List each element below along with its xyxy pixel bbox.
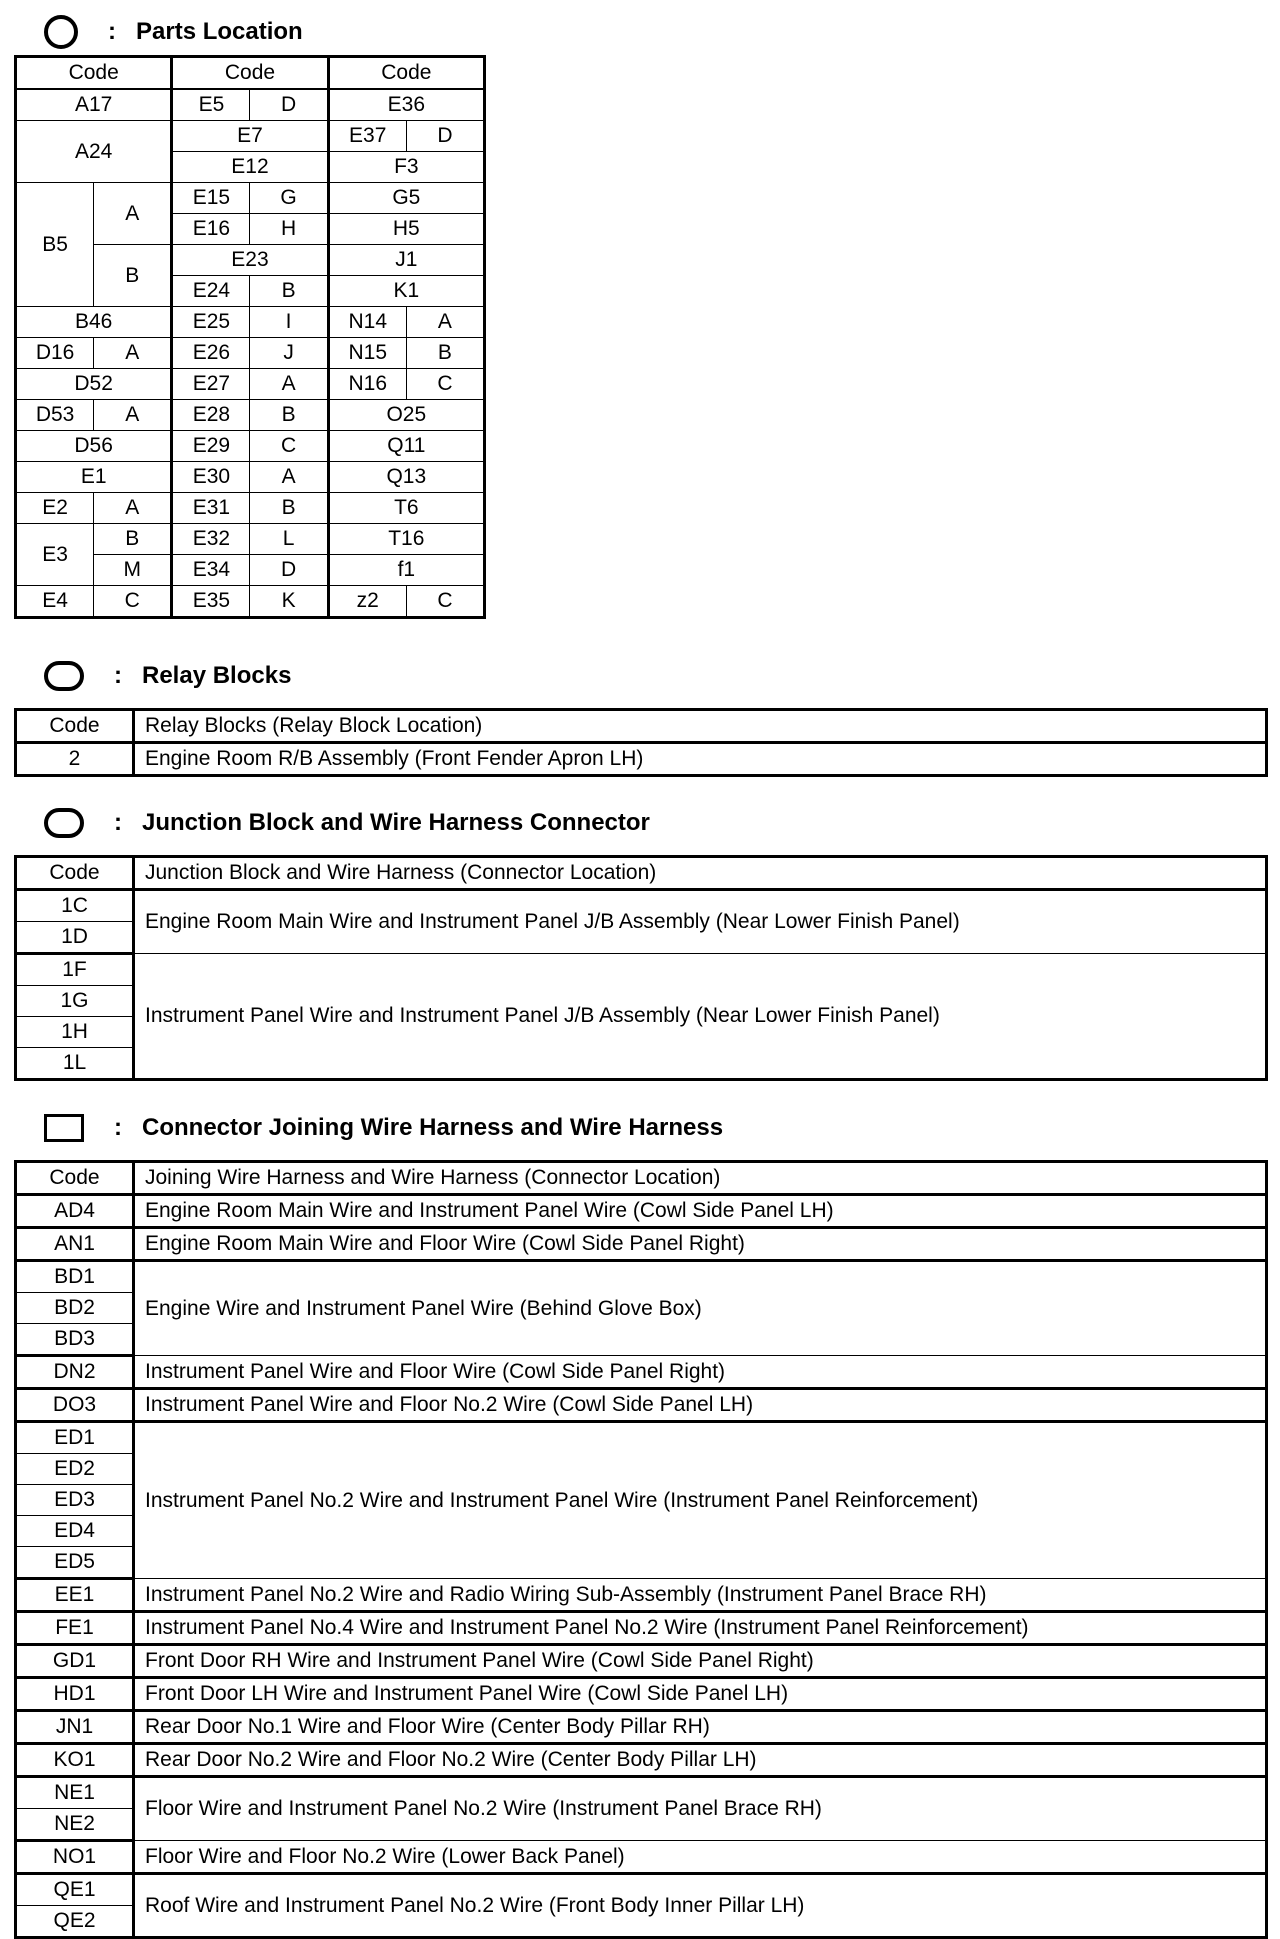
connector-description: Instrument Panel No.2 Wire and Radio Wiring Sub-Assembly (Instrument Panel Brace RH) [134, 1579, 1267, 1612]
table-row [16, 1356, 1267, 1389]
table-row [16, 1579, 1267, 1612]
part-code: E4 [16, 586, 94, 618]
part-code: K1 [328, 276, 484, 307]
table-row [16, 743, 1267, 776]
part-grid: L [250, 524, 328, 555]
code-header: Code [16, 1162, 134, 1195]
part-grid: B [94, 524, 172, 555]
part-code: A17 [16, 89, 172, 121]
connector-code: QE1 [16, 1874, 134, 1906]
circle-symbol-icon [44, 15, 78, 49]
table-row [16, 586, 485, 618]
connector-description: Front Door RH Wire and Instrument Panel Wire (Cowl Side Panel Right) [134, 1645, 1267, 1678]
connector-description: Engine Room Main Wire and Floor Wire (Cowl Side Panel Right) [134, 1228, 1267, 1261]
relay-blocks-table [14, 708, 1268, 777]
table-header-row [16, 857, 1267, 890]
part-code: E1 [16, 462, 172, 493]
part-grid: A [250, 369, 328, 400]
junction-code: 1F [16, 954, 134, 986]
column-header: Code [16, 57, 172, 90]
part-grid: B [250, 400, 328, 431]
section-title: Connector Joining Wire Harness and Wire Harness [142, 1114, 724, 1141]
table-header-row [16, 710, 1267, 743]
part-grid: A [94, 183, 172, 245]
table-row [16, 121, 485, 152]
connector-code: DN2 [16, 1356, 134, 1389]
parts-location-table [14, 55, 486, 619]
part-grid: A [406, 307, 484, 338]
part-code: E26 [172, 338, 250, 369]
connector-code: AN1 [16, 1228, 134, 1261]
part-grid: B [406, 338, 484, 369]
part-code: E35 [172, 586, 250, 618]
part-code: F3 [328, 152, 484, 183]
table-row [16, 1612, 1267, 1645]
table-header-row [16, 1162, 1267, 1195]
table-row [16, 1744, 1267, 1777]
part-code: J1 [328, 245, 484, 276]
table-row [16, 1711, 1267, 1744]
connector-description: Floor Wire and Floor No.2 Wire (Lower Back Panel) [134, 1841, 1267, 1874]
part-code: E34 [172, 555, 250, 586]
part-grid: A [94, 493, 172, 524]
part-code: E36 [328, 89, 484, 121]
part-grid: A [94, 338, 172, 369]
connector-code: BD1 [16, 1261, 134, 1293]
part-code: B5 [16, 183, 94, 307]
part-code: O25 [328, 400, 484, 431]
part-code: N14 [328, 307, 406, 338]
heading-colon: : [114, 809, 122, 836]
part-grid: C [406, 586, 484, 618]
connector-description: Roof Wire and Instrument Panel No.2 Wire (Front Body Inner Pillar LH) [134, 1874, 1267, 1938]
part-code: E5 [172, 89, 250, 121]
connector-code: BD2 [16, 1293, 134, 1324]
connector-code: KO1 [16, 1744, 134, 1777]
table-row [16, 338, 485, 369]
junction-block-table [14, 855, 1268, 1081]
part-grid: B [94, 245, 172, 307]
section-title: Relay Blocks [142, 662, 292, 689]
part-code: N15 [328, 338, 406, 369]
part-code: N16 [328, 369, 406, 400]
junction-block-heading [44, 803, 650, 843]
connector-code: ED1 [16, 1422, 134, 1454]
connector-description: Front Door LH Wire and Instrument Panel Wire (Cowl Side Panel LH) [134, 1678, 1267, 1711]
part-code: f1 [328, 555, 484, 586]
part-grid: B [250, 493, 328, 524]
table-row [16, 1678, 1267, 1711]
part-grid: G [250, 183, 328, 214]
part-grid: D [406, 121, 484, 152]
junction-code: 1L [16, 1048, 134, 1080]
part-code: D56 [16, 431, 172, 462]
connector-code: NE2 [16, 1809, 134, 1841]
table-row [16, 890, 1267, 922]
description-header: Relay Blocks (Relay Block Location) [134, 710, 1267, 743]
connector-description: Rear Door No.1 Wire and Floor Wire (Center Body Pillar RH) [134, 1711, 1267, 1744]
part-code: E32 [172, 524, 250, 555]
part-code: D52 [16, 369, 172, 400]
rectangle-symbol-icon [44, 1114, 84, 1142]
connector-code: DO3 [16, 1389, 134, 1422]
table-row [16, 1228, 1267, 1261]
part-grid: M [94, 555, 172, 586]
part-grid: D [250, 89, 328, 121]
junction-code: 1G [16, 986, 134, 1017]
section-title: Junction Block and Wire Harness Connector [142, 809, 650, 836]
connector-code: ED3 [16, 1485, 134, 1516]
table-row [16, 369, 485, 400]
part-grid: D [250, 555, 328, 586]
part-code: T16 [328, 524, 484, 555]
table-row [16, 431, 485, 462]
part-grid: B [250, 276, 328, 307]
part-code: E31 [172, 493, 250, 524]
table-row [16, 1645, 1267, 1678]
junction-code: 1D [16, 922, 134, 954]
parts-location-heading [44, 12, 303, 52]
part-grid: H [250, 214, 328, 245]
part-code: E28 [172, 400, 250, 431]
connector-description: Instrument Panel No.2 Wire and Instrument Panel Wire (Instrument Panel Reinforcement) [134, 1422, 1267, 1579]
part-code: A24 [16, 121, 172, 183]
table-row [16, 1874, 1267, 1906]
connector-code: JN1 [16, 1711, 134, 1744]
heading-colon: : [108, 18, 116, 45]
heading-colon: : [114, 662, 122, 689]
connector-description: Instrument Panel Wire and Floor No.2 Wire (Cowl Side Panel LH) [134, 1389, 1267, 1422]
oval-symbol-icon [44, 808, 84, 838]
connector-description: Floor Wire and Instrument Panel No.2 Wire (Instrument Panel Brace RH) [134, 1777, 1267, 1841]
table-row [16, 1261, 1267, 1293]
connector-code: ED2 [16, 1454, 134, 1485]
part-code: D16 [16, 338, 94, 369]
junction-description: Instrument Panel Wire and Instrument Panel J/B Assembly (Near Lower Finish Panel) [134, 954, 1267, 1080]
part-grid: C [250, 431, 328, 462]
connector-joining-heading [44, 1108, 723, 1148]
connector-joining-table [14, 1160, 1268, 1939]
part-code: E37 [328, 121, 406, 152]
connector-description: Instrument Panel No.4 Wire and Instrument Panel No.2 Wire (Instrument Panel Reinforcement) [134, 1612, 1267, 1645]
connector-description: Engine Room Main Wire and Instrument Panel Wire (Cowl Side Panel LH) [134, 1195, 1267, 1228]
table-row [16, 954, 1267, 986]
relay-description: Engine Room R/B Assembly (Front Fender Apron LH) [134, 743, 1267, 776]
code-header: Code [16, 857, 134, 890]
part-code: D53 [16, 400, 94, 431]
table-row [16, 493, 485, 524]
part-code: E23 [172, 245, 328, 276]
part-code: E2 [16, 493, 94, 524]
connector-code: ED4 [16, 1516, 134, 1547]
connector-code: FE1 [16, 1612, 134, 1645]
code-header: Code [16, 710, 134, 743]
part-code: E27 [172, 369, 250, 400]
table-row [16, 524, 485, 555]
part-code: E24 [172, 276, 250, 307]
part-grid: A [94, 400, 172, 431]
part-code: z2 [328, 586, 406, 618]
connector-code: AD4 [16, 1195, 134, 1228]
part-code: E25 [172, 307, 250, 338]
part-code: B46 [16, 307, 172, 338]
connector-code: EE1 [16, 1579, 134, 1612]
part-code: E7 [172, 121, 328, 152]
part-code: Q11 [328, 431, 484, 462]
junction-code: 1C [16, 890, 134, 922]
part-code: H5 [328, 214, 484, 245]
connector-code: ED5 [16, 1547, 134, 1579]
part-code: T6 [328, 493, 484, 524]
part-grid: K [250, 586, 328, 618]
connector-code: NO1 [16, 1841, 134, 1874]
part-grid: A [250, 462, 328, 493]
relay-blocks-heading [44, 656, 291, 696]
part-code: E30 [172, 462, 250, 493]
description-header: Joining Wire Harness and Wire Harness (Connector Location) [134, 1162, 1267, 1195]
part-code: E3 [16, 524, 94, 586]
connector-code: QE2 [16, 1906, 134, 1938]
connector-code: HD1 [16, 1678, 134, 1711]
table-row [16, 1841, 1267, 1874]
heading-colon: : [114, 1114, 122, 1141]
table-row [16, 462, 485, 493]
description-header: Junction Block and Wire Harness (Connector Location) [134, 857, 1267, 890]
table-row [16, 1777, 1267, 1809]
junction-description: Engine Room Main Wire and Instrument Panel J/B Assembly (Near Lower Finish Panel) [134, 890, 1267, 954]
part-grid: J [250, 338, 328, 369]
part-code: E29 [172, 431, 250, 462]
part-code: E12 [172, 152, 328, 183]
connector-code: BD3 [16, 1324, 134, 1356]
part-grid: C [94, 586, 172, 618]
table-row [16, 400, 485, 431]
table-row [16, 183, 485, 214]
junction-code: 1H [16, 1017, 134, 1048]
table-row [16, 307, 485, 338]
section-title: Parts Location [136, 18, 303, 45]
column-header: Code [328, 57, 484, 90]
connector-description: Instrument Panel Wire and Floor Wire (Cowl Side Panel Right) [134, 1356, 1267, 1389]
relay-code: 2 [16, 743, 134, 776]
column-header: Code [172, 57, 328, 90]
part-grid: C [406, 369, 484, 400]
oval-symbol-icon [44, 661, 84, 691]
connector-code: NE1 [16, 1777, 134, 1809]
table-row [16, 89, 485, 121]
connector-description: Engine Wire and Instrument Panel Wire (Behind Glove Box) [134, 1261, 1267, 1356]
part-grid: I [250, 307, 328, 338]
connector-description: Rear Door No.2 Wire and Floor No.2 Wire (Center Body Pillar LH) [134, 1744, 1267, 1777]
table-row [16, 1422, 1267, 1454]
table-row [16, 1195, 1267, 1228]
part-code: G5 [328, 183, 484, 214]
table-row [16, 1389, 1267, 1422]
table-header-row [16, 57, 485, 90]
part-code: E15 [172, 183, 250, 214]
connector-code: GD1 [16, 1645, 134, 1678]
part-code: Q13 [328, 462, 484, 493]
part-code: E16 [172, 214, 250, 245]
